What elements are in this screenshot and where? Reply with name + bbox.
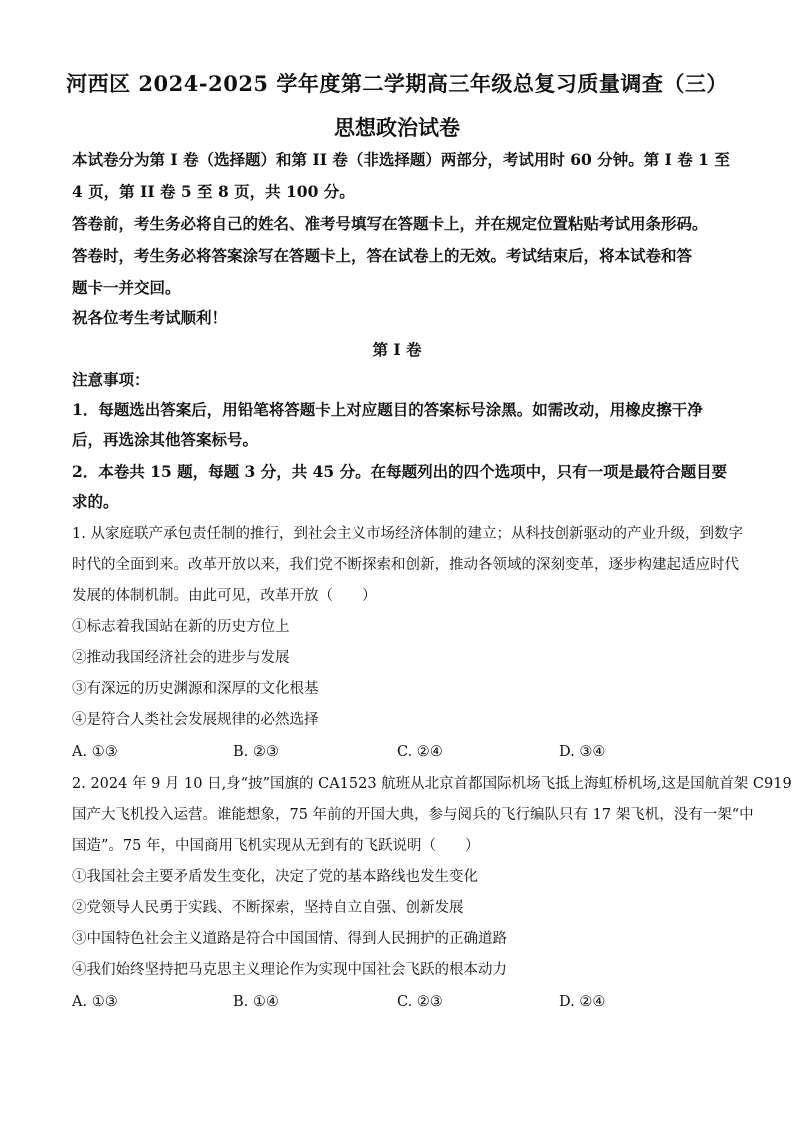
option-d[interactable]: D. ②④ <box>559 994 606 1010</box>
intro-line: 4 页，第 II 卷 5 至 8 页，共 100 分。 <box>72 182 355 201</box>
option-b[interactable]: B. ②③ <box>233 744 279 760</box>
question-1-statement: ④是符合人类社会发展规律的必然选择 <box>72 712 319 728</box>
question-2-statement: ②党领导人民勇于实践、不断探索，坚持自立自强、创新发展 <box>72 900 464 916</box>
intro-line: 本试卷分为第 I 卷（选择题）和第 II 卷（非选择题）两部分，考试用时 60 分钟。第 I 卷 1 至 <box>72 150 730 169</box>
question-2-statement: ①我国社会主要矛盾发生变化，决定了党的基本路线也发生变化 <box>72 869 478 885</box>
question-2-stem: 国造”。75 年，中国商用飞机实现从无到有的飞跃说明（ ） <box>72 838 480 854</box>
question-2-statement: ④我们始终坚持把马克思主义理论作为实现中国社会飞跃的根本动力 <box>72 962 507 978</box>
question-1-statement: ③有深远的历史渊源和深厚的文化根基 <box>72 681 319 697</box>
option-c[interactable]: C. ②③ <box>397 994 443 1010</box>
question-1-statement: ②推动我国经济社会的进步与发展 <box>72 650 290 666</box>
good-luck-line: 祝各位考生考试顺利！ <box>72 308 228 327</box>
option-a[interactable]: A. ①③ <box>72 994 118 1010</box>
note-line: 后，再选涂其他答案标号。 <box>72 430 259 449</box>
intro-line: 答卷前，考生务必将自己的姓名、准考号填写在答题卡上，并在规定位置粘贴考试用条形码。 <box>72 214 708 233</box>
question-2-statement: ③中国特色社会主义道路是符合中国国情、得到人民拥护的正确道路 <box>72 931 507 947</box>
option-d[interactable]: D. ③④ <box>559 744 606 760</box>
option-b[interactable]: B. ①④ <box>233 994 279 1010</box>
question-2-stem: 国产大飞机投入运营。谁能想象，75 年前的开国大典，参与阅兵的飞行编队只有 17 架飞机，没有一架“中 <box>72 807 754 823</box>
notes-title: 注意事项： <box>72 370 150 389</box>
note-line: 2．本卷共 15 题，每题 3 分，共 45 分。在每题列出的四个选项中，只有一项是最符合题目要 <box>72 462 728 481</box>
question-1-stem: 1. 从家庭联产承包责任制的推行，到社会主义市场经济体制的建立；从科技创新驱动的产业升级，到数字 <box>72 526 743 542</box>
option-a[interactable]: A. ①③ <box>72 744 118 760</box>
exam-title: 河西区 2024-2025 学年度第二学期高三年级总复习质量调查（三） <box>66 71 728 96</box>
note-line: 1．每题选出答案后，用铅笔将答题卡上对应题目的答案标号涂黑。如需改动，用橡皮擦干净 <box>72 400 703 419</box>
question-1-statement: ①标志着我国站在新的历史方位上 <box>72 619 290 635</box>
exam-subtitle: 思想政治试卷 <box>334 115 460 140</box>
intro-line: 答卷时，考生务必将答案涂写在答题卡上，答在试卷上的无效。考试结束后，将本试卷和答 <box>72 246 693 265</box>
question-1-stem: 发展的体制机制。由此可见，改革开放（ ） <box>72 588 377 604</box>
option-c[interactable]: C. ②④ <box>397 744 443 760</box>
question-1-stem: 时代的全面到来。改革开放以来，我们党不断探索和创新，推动各领域的深刻变革，逐步构建起适应时代 <box>72 557 739 573</box>
intro-line: 题卡一并交回。 <box>72 278 181 297</box>
question-2-stem: 2. 2024 年 9 月 10 日,身“披”国旗的 CA1523 航班从北京首都国际机场飞抵上海虹桥机场,这是国航首架 C919 <box>72 776 792 792</box>
section-heading: 第 I 卷 <box>372 340 422 359</box>
note-line: 求的。 <box>72 492 119 511</box>
